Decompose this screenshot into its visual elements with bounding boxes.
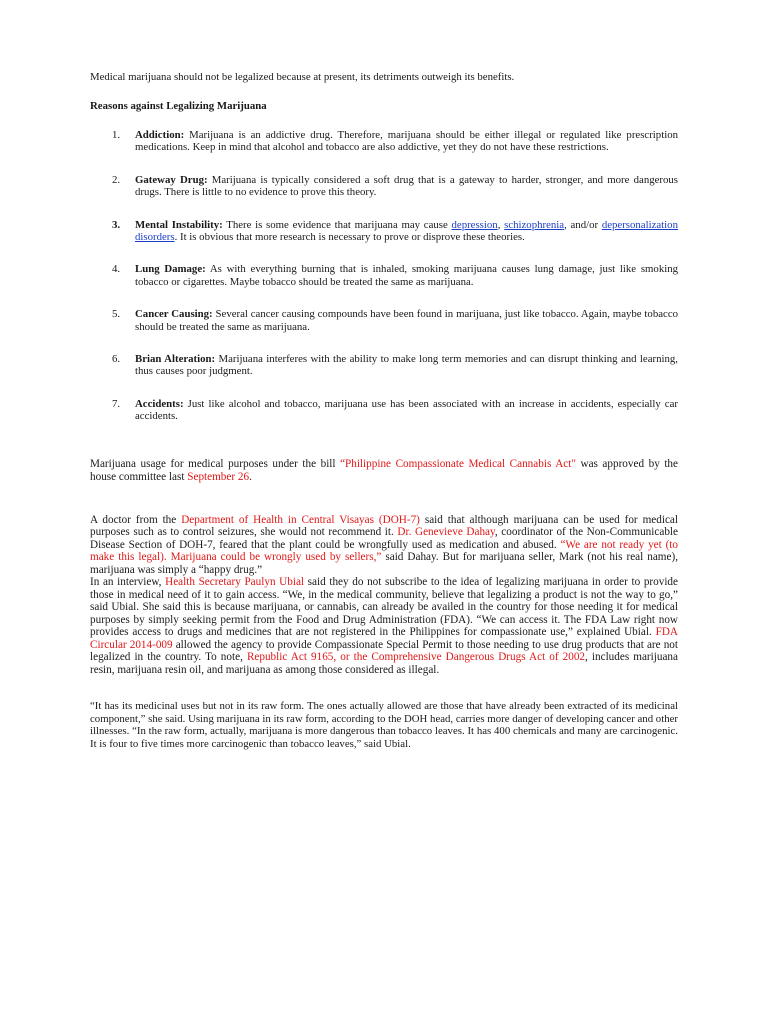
body-text: A doctor from the <box>90 513 182 526</box>
reason-title: Addiction: <box>135 129 185 141</box>
reason-title: Lung Damage: <box>135 263 206 276</box>
body-text: , includes marijuana resin, marijuana resin oil, and marijuana as among those considered as illegal. <box>90 651 678 676</box>
reason-text: Marijuana is an addictive drug. Therefore, marijuana should be either illegal or regulated like prescription medications. Keep in mind that alcohol and tobacco are also addictive, yet they do not have these restrictions. <box>135 129 678 154</box>
reason-item-gateway-drug <box>90 174 678 199</box>
body-text: , coordinator of the Non-Communicable Disease Section of DOH-7, feared that the plant could be wrongfully used as medication and abused. <box>90 526 678 551</box>
reason-title: Mental Instability: <box>135 218 223 231</box>
list-number: 4. <box>112 263 121 276</box>
list-number: 2. <box>112 173 121 186</box>
doctor-paragraph <box>90 514 678 677</box>
link-depersonalization-disorders[interactable]: depersonalization disorders <box>135 218 678 244</box>
list-number: 6. <box>112 353 121 366</box>
highlighted-text: Health Secretary Paulyn Ubial <box>165 576 305 589</box>
intro-paragraph: Medical marijuana should not be legalized because at present, its detriments outweigh its benefits. <box>90 71 515 83</box>
reason-text: Marijuana interferes with the ability to make long term memories and can disrupt thinking and learning, thus causes poor judgment. <box>135 353 678 378</box>
highlighted-text: FDA Circular 2014-009 <box>90 626 678 651</box>
reason-text: Just like alcohol and tobacco, marijuana use has been associated with an increase in accidents, especially car accidents. <box>135 397 678 423</box>
reason-text: There is some evidence that marijuana may cause <box>222 218 452 231</box>
highlighted-text: Department of Health in Central Visayas (DOH-7) <box>181 513 420 526</box>
link-depression[interactable]: depression <box>451 218 498 231</box>
reason-text: , and/or <box>564 218 602 231</box>
body-text: allowed the agency to provide Compassionate Special Permit to those needing to use drug products that are not legalized in the country. To note, <box>90 638 678 664</box>
highlighted-text: Dr. Genevieve Dahay <box>397 526 495 539</box>
highlighted-text: “Philippine Compassionate Medical Cannabis Act" <box>340 457 576 470</box>
reason-item-lung-damage <box>90 263 678 288</box>
list-number: 1. <box>112 129 121 141</box>
body-text: In an interview, <box>90 576 166 589</box>
reason-item-brain-alteration <box>90 353 678 378</box>
body-text: said that although marijuana can be used for medical purposes such as to control seizures, she would not recommend it. <box>90 513 678 539</box>
reason-text: Marijuana is typically considered a soft drug that is a gateway to harder, stronger, and more dangerous drugs. There is little to no evidence to prove this theory. <box>135 173 678 199</box>
reason-title: Brian Alteration: <box>135 353 216 366</box>
body-text: . <box>249 470 252 483</box>
quote-paragraph: “It has its medicinal uses but not in its raw form. The ones actually allowed are those that have already been extracted of its medicinal component,” she said. Using marijuana in its raw form, according to the DOH head, carries more danger of developing cancer and other illnesses. “In the raw form, actually, marijuana is more dangerous than tobacco leaves. It has 400 chemicals and many are carcinogenic. It is four to five times more carcinogenic than tobacco leaves,” said Ubial. <box>90 700 678 750</box>
body-text: said Dahay. But for marijuana seller, Mark (not his real name), marijuana was simply a “happy drug.” <box>90 551 678 576</box>
bill-paragraph <box>90 458 678 484</box>
body-text: Marijuana usage for medical purposes under the bill <box>90 457 341 470</box>
list-number: 3. <box>112 218 121 231</box>
highlighted-text: Republic Act 9165, or the Comprehensive Dangerous Drugs Act of 2002 <box>246 651 586 664</box>
list-number: 5. <box>112 308 121 321</box>
reasons-list <box>90 129 678 423</box>
reason-title: Cancer Causing: <box>135 308 213 321</box>
reason-text: As with everything burning that is inhaled, smoking marijuana causes lung damage, just like smoking tobacco or cigarettes. Maybe tobacco should be treated the same as marijuana. <box>135 263 679 288</box>
document-page <box>90 70 678 750</box>
reason-title: Accidents: <box>135 397 184 410</box>
highlighted-text: September 26 <box>187 470 250 483</box>
reason-item-accidents <box>90 398 678 423</box>
reason-text: , <box>497 218 505 231</box>
reason-item-cancer-causing <box>90 308 678 333</box>
section-heading: Reasons against Legalizing Marijuana <box>90 100 267 112</box>
body-text: was approved by the house committee last <box>90 457 678 483</box>
reason-text: . It is obvious that more research is necessary to prove or disprove these theories. <box>174 231 525 244</box>
body-text: said they do not subscribe to the idea of legalizing marijuana in order to provide those in medical need of it to gain access. “We, in the medical community, believe that legalizing a product is not the way to go,” said Ubial. She said this is because marijuana, or cannabis, can already be availed in the country for those needing it for medical purposes by simply seeking permit from the Food and Drug Administration (FDA). “We can access it. The FDA Law right now provides access to drugs and medicines that are not registered in the Philippines for compassionate use,” explained Ubial. <box>90 576 678 639</box>
reason-item-mental-instability <box>90 219 678 244</box>
highlighted-text: “We are not ready yet (to make this legal). Marijuana could be wrongly used by sellers,” <box>90 538 678 564</box>
list-number: 7. <box>112 397 121 410</box>
reason-item-addiction <box>90 129 678 154</box>
reason-text: Several cancer causing compounds have been found in marijuana, just like tobacco. Again, maybe tobacco should be treated the same as marijuana. <box>135 308 679 333</box>
reason-title: Gateway Drug: <box>135 173 208 186</box>
link-schizophrenia[interactable]: schizophrenia <box>504 218 565 231</box>
